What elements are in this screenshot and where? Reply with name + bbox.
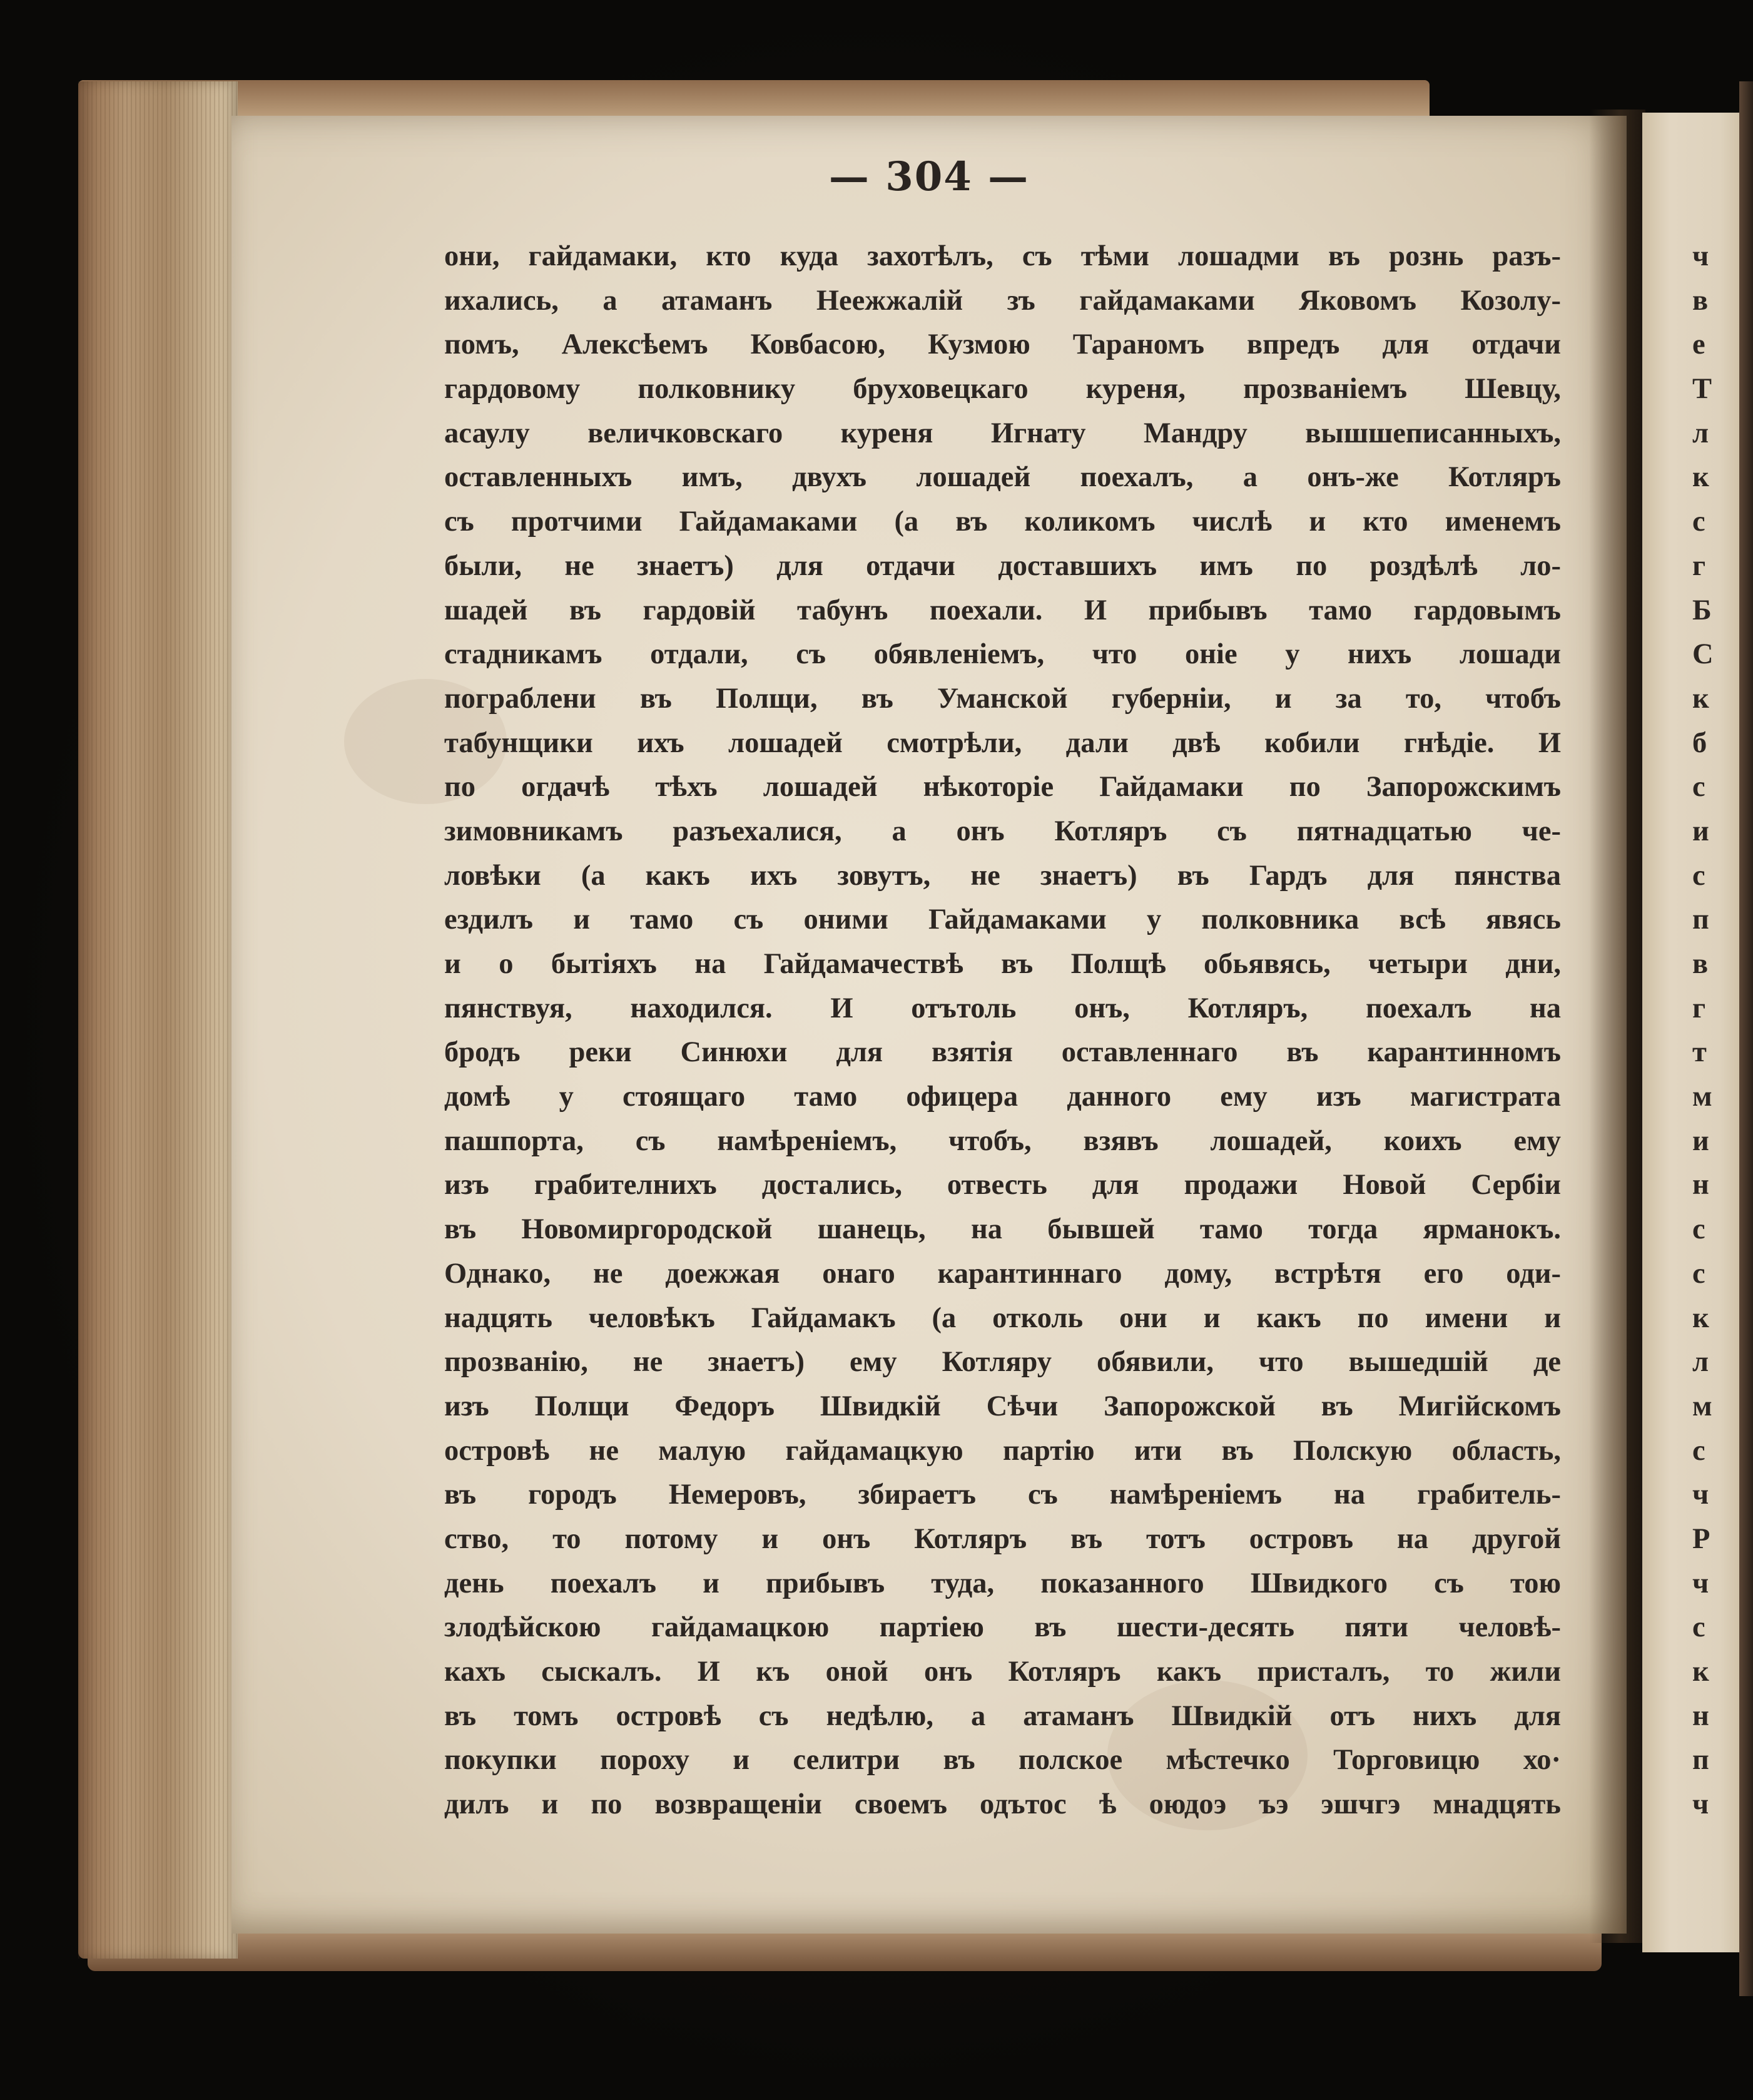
text-line: бродъ реки Синюхи для взятія оставленнаго въ карантинномъ	[444, 1036, 1561, 1069]
page-text	[444, 235, 1561, 1827]
text-line: прозванію, не знаетъ) ему Котляру обявили, что вышедшій де	[444, 1346, 1561, 1379]
facing-page-line-fragment: С	[1692, 638, 1714, 671]
facing-page-line-fragment: к	[1692, 461, 1709, 494]
facing-page-line-fragment: ч	[1692, 1788, 1709, 1821]
text-line: табунщики ихъ лошадей смотрѣли, дали двѣ кобили гнѣдіе. И	[444, 726, 1561, 759]
facing-page-line-fragment: в	[1692, 284, 1709, 317]
text-line: изъ Полщи Федоръ Швидкій Сѣчи Запорожской въ Мигійскомъ	[444, 1390, 1561, 1422]
text-line: по огдачѣ тѣхъ лошадей нѣкоторіе Гайдамаки по Запорожскимъ	[444, 771, 1561, 803]
text-line: островѣ не малую гайдамацкую партію ити въ Полскую область,	[444, 1434, 1561, 1467]
text-line: стадникамъ отдали, съ обявленіемъ, что оніе у нихъ лошади	[444, 638, 1561, 671]
text-line: пашпорта, съ намѣреніемъ, чтобъ, взявъ лошадей, коихъ ему	[444, 1124, 1561, 1157]
text-line: помъ, Алексѣемъ Ковбасою, Кузмою Тараномъ впредъ для отдачи	[444, 329, 1561, 361]
facing-page-line-fragment: н	[1692, 1169, 1709, 1201]
facing-page-line-fragment: к	[1692, 682, 1709, 715]
text-line: день поехалъ и прибывъ туда, показанного Швидкого съ тою	[444, 1567, 1561, 1599]
text-line: были, не знаетъ) для отдачи доставшихъ имъ по роздѣлѣ ло-	[444, 549, 1561, 582]
book-gutter-shadow	[1589, 110, 1645, 1943]
facing-page-line-fragment: г	[1692, 992, 1706, 1024]
text-line: дилъ и по возвращеніи своемъ одътос ѣ оюдоэ ъэ эшчгэ мнадцять	[444, 1788, 1561, 1821]
facing-page-text-fragment	[1692, 235, 1749, 1827]
text-line: асаулу величковскаго куреня Игнату Мандру вышшеписанныхъ,	[444, 417, 1561, 449]
facing-page-line-fragment: с	[1692, 1434, 1705, 1467]
facing-page-line-fragment: ч	[1692, 240, 1709, 272]
facing-page-line-fragment: л	[1692, 1346, 1709, 1379]
facing-page-line-fragment: ч	[1692, 1479, 1709, 1511]
text-line: ихались, а атаманъ Неежжалій зъ гайдамаками Яковомъ Козолу-	[444, 284, 1561, 317]
facing-page-line-fragment: Р	[1692, 1522, 1710, 1555]
facing-page-line-fragment: к	[1692, 1656, 1709, 1688]
text-line: въ Новомиргородской шанець, на бывшей тамо тогда ярманокъ.	[444, 1213, 1561, 1246]
facing-page-line-fragment: в	[1692, 948, 1709, 980]
text-line: съ протчими Гайдамаками (а въ коликомъ числѣ и кто именемъ	[444, 506, 1561, 538]
text-line: покупки пороху и селитри въ полское мѣстечко Торговицю хо·	[444, 1744, 1561, 1776]
text-line: шадей въ гардовій табунъ поехали. И прибывъ тамо гардовымъ	[444, 594, 1561, 626]
facing-page-line-fragment: г	[1692, 549, 1706, 582]
text-line: ездилъ и тамо съ оними Гайдамаками у полковника всѣ явясь	[444, 904, 1561, 936]
facing-page-line-fragment: м	[1692, 1081, 1712, 1113]
facing-page-line-fragment: т	[1692, 1036, 1707, 1069]
facing-page-line-fragment: с	[1692, 1257, 1705, 1290]
text-line: Однако, не доежжая онаго карантиннаго дому, встрѣтя его оди-	[444, 1257, 1561, 1290]
facing-page-line-fragment: Т	[1692, 373, 1712, 405]
text-line: домѣ у стоящаго тамо офицера данного ему изъ магистрата	[444, 1081, 1561, 1113]
text-line: ловѣки (а какъ ихъ зовутъ, не знаетъ) въ Гардъ для пянства	[444, 859, 1561, 892]
facing-page-line-fragment: и	[1692, 1124, 1709, 1157]
facing-page-line-fragment: л	[1692, 417, 1709, 449]
text-line: зимовникамъ разъехалися, а онъ Котляръ съ пятнадцатью че-	[444, 815, 1561, 847]
facing-page-line-fragment: м	[1692, 1390, 1712, 1422]
text-line: въ томъ островѣ съ недѣлю, а атаманъ Швидкій отъ нихъ для	[444, 1700, 1561, 1732]
facing-page-line-fragment: и	[1692, 815, 1709, 847]
text-line: кахъ сыскалъ. И къ оной онъ Котляръ какъ присталъ, то жили	[444, 1656, 1561, 1688]
text-line: оставленныхъ имъ, двухъ лошадей поехалъ, а онъ-же Котляръ	[444, 461, 1561, 494]
facing-page-line-fragment: б	[1692, 726, 1707, 759]
text-line: надцять человѣкъ Гайдамакъ (а отколь они и какъ по имени и	[444, 1302, 1561, 1334]
facing-page-line-fragment: Б	[1692, 594, 1712, 626]
facing-page-line-fragment: ч	[1692, 1567, 1709, 1599]
text-line: и о бытіяхъ на Гайдамачествѣ въ Полщѣ обьявясь, четыри дни,	[444, 948, 1561, 980]
text-line: въ городъ Немеровъ, збираетъ съ намѣреніемъ на грабитель-	[444, 1479, 1561, 1511]
facing-page-line-fragment: с	[1692, 771, 1705, 803]
facing-page-line-fragment: п	[1692, 1744, 1709, 1776]
text-line: пянствуя, находился. И отътоль онъ, Котляръ, поехалъ на	[444, 992, 1561, 1024]
text-line: гардовому полковнику бруховецкаго куреня, прозваніемъ Шевцу,	[444, 373, 1561, 405]
facing-page-line-fragment: с	[1692, 859, 1705, 892]
facing-page-line-fragment: с	[1692, 1611, 1705, 1644]
facing-page-line-fragment: е	[1692, 329, 1705, 361]
text-line: ство, то потому и онъ Котляръ въ тотъ островъ на другой	[444, 1522, 1561, 1555]
page-stack-edge	[78, 81, 238, 1959]
text-line: пограблени въ Полщи, въ Уманской губерніи, и за то, чтобъ	[444, 682, 1561, 715]
facing-page-line-fragment: п	[1692, 904, 1709, 936]
text-line: изъ грабителнихъ достались, отвесть для продажи Новой Сербіи	[444, 1169, 1561, 1201]
facing-page-line-fragment: к	[1692, 1302, 1709, 1334]
text-line: злодѣйскою гайдамацкою партіею въ шести-десять пяти человѣ-	[444, 1611, 1561, 1644]
facing-page-line-fragment: с	[1692, 1213, 1705, 1246]
facing-page-line-fragment: с	[1692, 506, 1705, 538]
page-number: — 304 —	[828, 153, 1030, 200]
facing-page-line-fragment: н	[1692, 1700, 1709, 1732]
text-line: они, гайдамаки, кто куда захотѣлъ, съ тѣми лошадми въ рознь разъ-	[444, 240, 1561, 272]
